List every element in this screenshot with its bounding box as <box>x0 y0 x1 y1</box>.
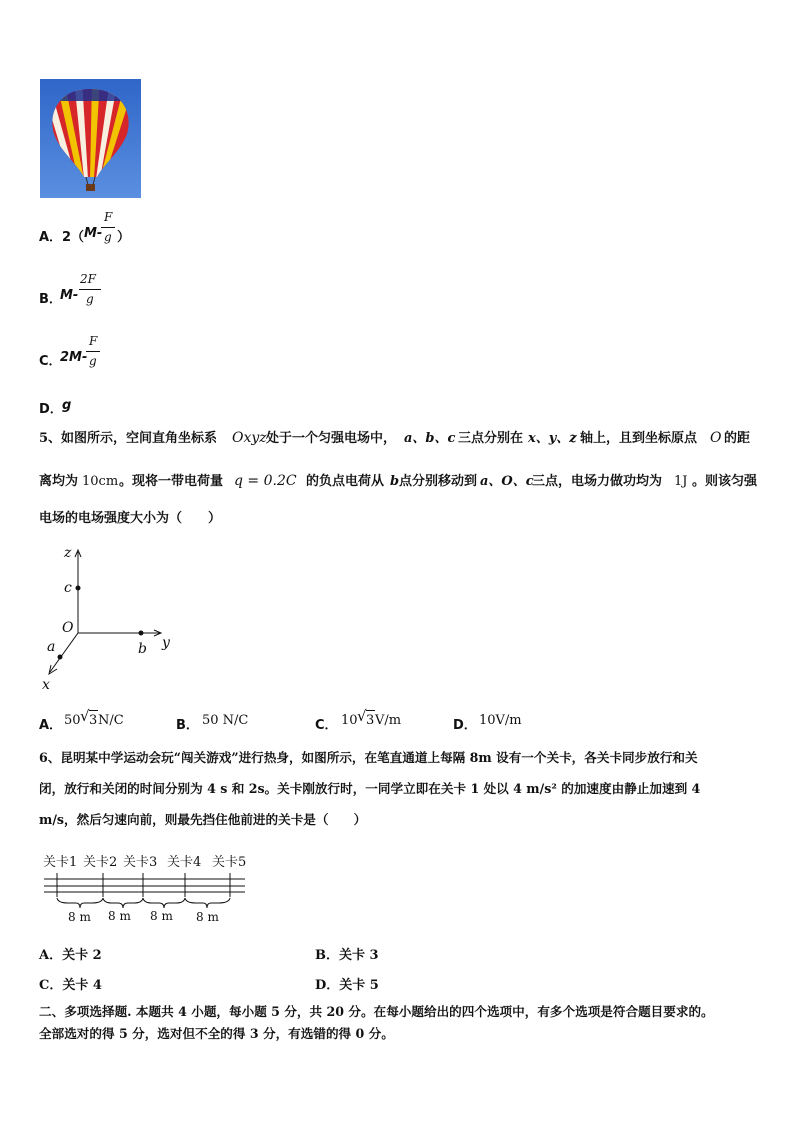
balloon-image <box>40 79 141 198</box>
point-a <box>58 655 63 660</box>
gate-label-5: 关卡5 <box>212 855 247 870</box>
q6-option-d: D．关卡 5 <box>315 978 379 993</box>
spacing-label-1: 8 m <box>68 910 91 924</box>
spacing-label-3: 8 m <box>150 909 173 923</box>
spacing-label-4: 8 m <box>196 910 219 924</box>
q6-option-a: A．关卡 2 <box>39 948 102 963</box>
point-c <box>76 586 81 591</box>
spacing-label-2: 8 m <box>108 909 131 923</box>
point-b <box>139 631 144 636</box>
axis-z-label: z <box>64 545 72 561</box>
gate-label-1: 关卡1 <box>43 855 78 870</box>
coordinate-diagram <box>36 540 186 695</box>
axis-x-label: x <box>42 677 50 693</box>
gate-label-4: 关卡4 <box>167 855 202 870</box>
point-c-label: c <box>64 580 72 596</box>
origin-label: O <box>62 620 74 636</box>
point-b-label: b <box>138 641 147 657</box>
gate-label-3: 关卡3 <box>123 855 158 870</box>
gate-label-2: 关卡2 <box>83 855 118 870</box>
q6-option-b: B．关卡 3 <box>315 948 379 963</box>
axis-y-label: y <box>162 635 170 651</box>
point-a-label: a <box>47 639 56 655</box>
q6-option-c: C．关卡 4 <box>39 978 102 993</box>
